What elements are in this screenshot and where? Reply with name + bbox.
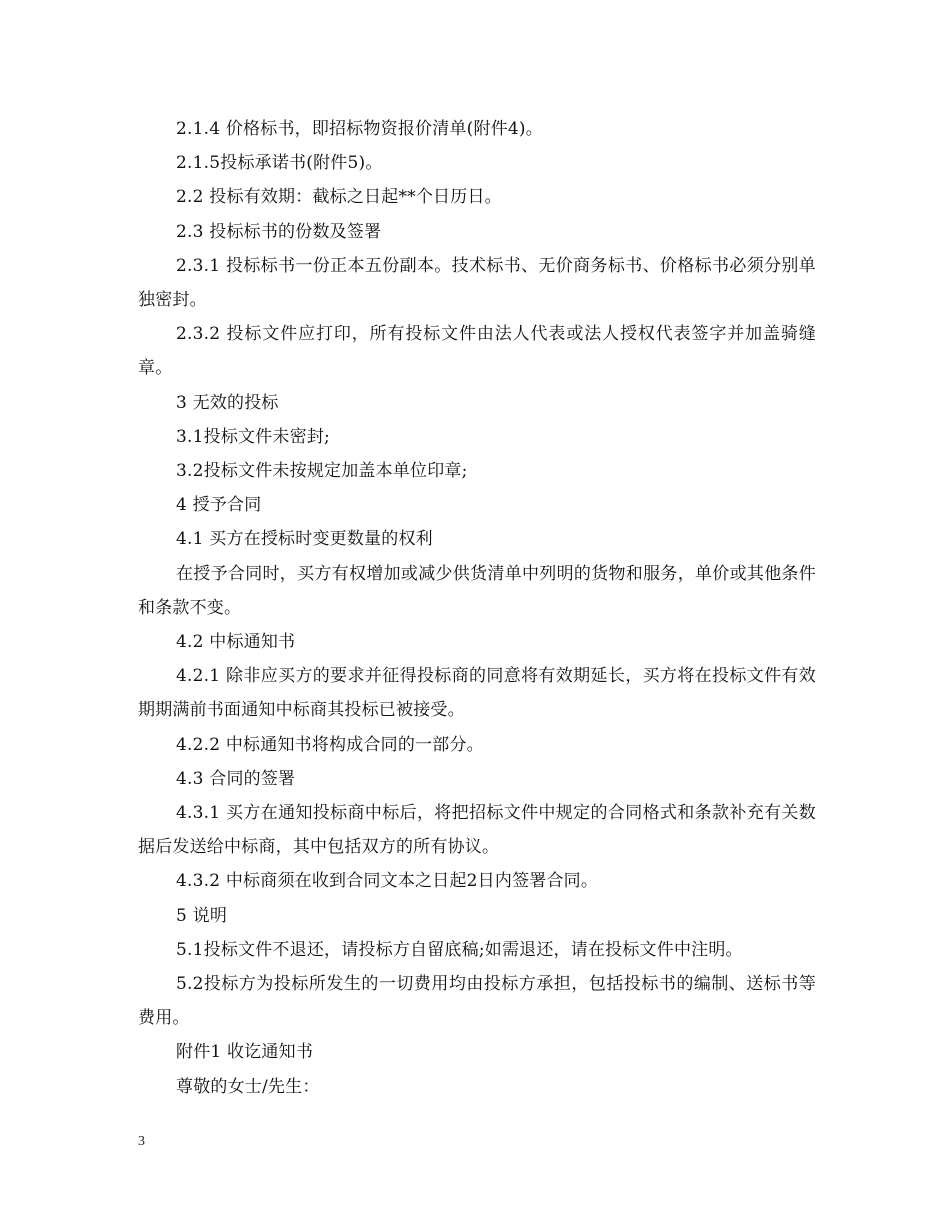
paragraph-2-3-2: 2.3.2 投标文件应打印，所有投标文件由法人代表或法人授权代表签字并加盖骑缝章。 xyxy=(138,324,816,379)
paragraph-4-3: 4.3 合同的签署 xyxy=(176,768,296,789)
heading-5: 5 说明 xyxy=(176,905,228,926)
paragraph-5-2: 5.2投标方为投标所发生的一切费用均由投标方承担，包括投标书的编制、送标书等费用。 xyxy=(138,974,816,1029)
paragraph-2-2: 2.2 投标有效期：截标之日起**个日历日。 xyxy=(176,187,502,208)
paragraph-3-2: 3.2投标文件未按规定加盖本单位印章; xyxy=(176,461,468,482)
paragraph-4-2-2: 4.2.2 中标通知书将构成合同的一部分。 xyxy=(176,734,484,755)
paragraph-4-3-1: 4.3.1 买方在通知投标商中标后，将把招标文件中规定的合同格式和条款补充有关数据后发送给中标商，其中包括双方的所有协议。 xyxy=(138,803,816,858)
page-number: 3 xyxy=(138,1134,145,1149)
paragraph-4-1-body: 在授予合同时，买方有权增加或减少供货清单中列明的货物和服务，单价或其他条件和条款不变。 xyxy=(138,563,816,618)
paragraph-2-1-5: 2.1.5投标承诺书(附件5)。 xyxy=(176,153,383,174)
paragraph-4-2-1: 4.2.1 除非应买方的要求并征得投标商的同意将有效期延长，买方将在投标文件有效期期满前书面通知中标商其投标已被接受。 xyxy=(138,666,816,721)
appendix-1-title: 附件1 收讫通知书 xyxy=(176,1042,314,1063)
paragraph-3-1: 3.1投标文件未密封; xyxy=(176,426,330,447)
paragraph-4-3-2: 4.3.2 中标商须在收到合同文本之日起2日内签署合同。 xyxy=(176,871,599,892)
document-body xyxy=(138,112,816,1104)
paragraph-2-3: 2.3 投标标书的份数及签署 xyxy=(176,221,382,242)
paragraph-5-1: 5.1投标文件不退还，请投标方自留底稿;如需退还，请在投标文件中注明。 xyxy=(176,939,743,960)
paragraph-4-2: 4.2 中标通知书 xyxy=(176,632,296,653)
paragraph-2-3-1: 2.3.1 投标标书一份正本五份副本。技术标书、无价商务标书、价格标书必须分别单独密封。 xyxy=(138,255,816,311)
paragraph-4-1: 4.1 买方在授标时变更数量的权利 xyxy=(176,529,433,550)
paragraph-2-1-4: 2.1.4 价格标书，即招标物资报价清单(附件4)。 xyxy=(176,119,543,139)
salutation: 尊敬的女士/先生： xyxy=(176,1076,320,1097)
heading-3: 3 无效的投标 xyxy=(176,392,279,413)
heading-4: 4 授予合同 xyxy=(176,495,262,516)
